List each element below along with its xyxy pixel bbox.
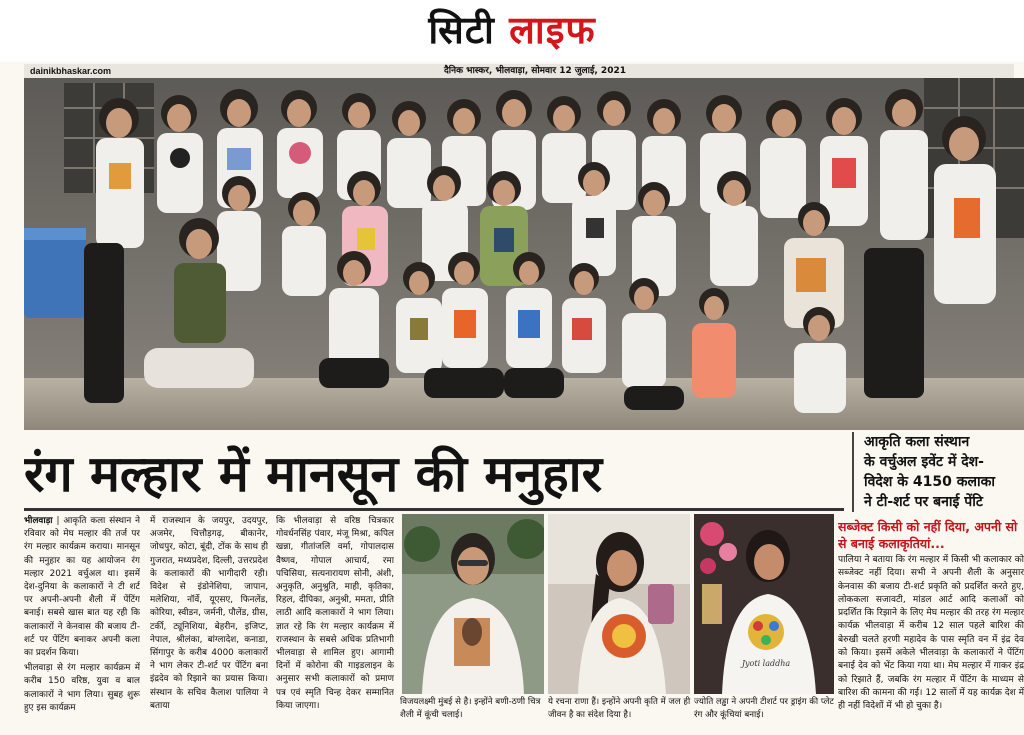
article-column-3 [276, 515, 394, 730]
article-col1-para1: आकृति कला संस्थान ने रविवार को मेघ मल्हार की तर्ज पर रंग मल्हार कार्यक्रम कराया। मानसून की मनुहार का यह आयोजन रंग मल्हार 2021 वर्चुअल था। इसमें देश-दुनिया के कलाकारों ने टी शर्ट पर अपनी-अपनी शैली में पेंटिंग बनाई। सबसे खास बात यह रही कि कलाकारों ने केनवास की बजाय टी-शर्ट पर पेंटिंग बनाकर अपनी कला का प्रदर्शन किया। [24, 516, 140, 659]
section-title-part2: लाइफ [509, 8, 596, 52]
caption-rachna-rana: ये रचना राणा हैं। इन्होंने अपनी कृति में जल ही जीवन है का संदेश दिया है। [548, 697, 691, 720]
sidebar-body: पालिया ने बताया कि रंग मल्हार में किसी भी कलाकार को सब्जेक्ट नहीं दिया। सभी ने अपनी शैली के अनुसार केनवास की बजाय टी-शर्ट प्रकृति को प्रदर्शित करते हुए, लोककला सजावटी, मांडल आर्ट आदि कलाओं को प्रदर्शित कि रिझाने के लिए मेघ मल्हार की तरह रंग मल्हार कार्यक्र भीलवाड़ा में करीब 12 साल पहले बारिश की बेरुखी चलते हरणी महादेव के पास स्मृति वन में इंद्र देव को किया। इसमें अकेले भीलवाड़ा के कलाकारों ने पेंटिंग बनाई देव को भेंट किया गया था। मेघ मल्हार में गाकर इंद्र को रिझाते हैं, जबकि रंग मल्हार में पेंटिंग के माध्यम से बारिश की कामना की गई। 12 सालों में यह कार्यक्र देश में ही नहीं विदेशों में भी हो चुका है। [838, 555, 1024, 712]
photo-rachna-rana [548, 514, 690, 694]
headline-rule [24, 508, 844, 511]
photo-jyoti-laddha-illustration [694, 514, 834, 694]
caption-jyoti-laddha: ज्योति लड्ढा ने अपनी टीशर्ट पर ड्राइंग की प्लेट रंग और कूंचियां बनाई। [694, 697, 834, 720]
article-column-1: भीलवाड़ा | आकृति कला संस्थान ने रविवार को मेघ मल्हार की तर्ज पर रंग मल्हार कार्यक्रम कराया। मानसून की मनुहार का यह आयोजन रंग मल्हार 2021 वर्चुअल था। इसमें देश-दुनिया के कलाकारों ने टी शर्ट पर अपनी-अपनी शैली में पेंटिंग बनाई। सबसे खास बात यह रही कि कलाकारों ने केनवास की बजाय टी-शर्ट पर पेंटिंग बनाकर अपनी कला का प्रदर्शन किया। भीलवाड़ा से रंग मल्हार कार्यक्रम में करीब 150 वरिष्ठ, युवा व बाल कलाकारों ने भाग लिया। सुबह शुरू हुए इस कार्यक्रम [24, 515, 140, 730]
website-label: dainikbhaskar.com [30, 66, 112, 76]
sidebar-subhead: सब्जेक्ट किसी को नहीं दिया, अपनी सो से बनाई कलाकृतियां... [838, 519, 1018, 551]
photo-rachna-rana-illustration [548, 514, 690, 694]
edition-date-label: दैनिक भास्कर, भीलवाड़ा, सोमवार 12 जुलाई, 2021 [444, 66, 626, 76]
article-col1-para2: भीलवाड़ा से रंग मल्हार कार्यक्रम में करीब 150 वरिष्ठ, युवा व बाल कलाकारों ने भाग लिया। सुबह शुरू हुए इस कार्यक्रम [24, 663, 140, 713]
group-photo [24, 78, 1024, 430]
tshirt-lettering: Jyoti laddha [741, 659, 791, 668]
sidebar-story [838, 518, 1024, 733]
section-title-part1: सिटी [428, 8, 495, 52]
article-headline: रंग मल्हार में मानसून की मनुहार [24, 445, 603, 503]
article-col2-para1: में राजस्थान के जयपुर, उदयपुर, अजमेर, चित्तौड़गढ़, बीकानेर, जोधपुर, कोटा, बूंदी, टोंक के साथ ही गुजरात, मध्यप्रदेश, दिल्ली, उत्तरप्रदेश के कलाकारों की भागीदारी रही। विदेश से इंडोनेशिया, जापान, मलेशिया, नॉर्वे, यूएसए, फिनलेंड, कोरिया, स्वीडन, जर्मनी, पौलेंड, ग्रीस, टर्की, ट्यूनिशिया, बेहरीन, इजिप्ट, नेपाल, श्रीलंका, बांग्लादेश, कनाडा, सिंगापुर के करीब 4000 कलाकारों ने भाग लेकर टी-शर्ट पर पेंटिंग बना इंद्रदेव को रिझाने का प्रयास किया। संस्थान के सचिव कैलाश पालिया ने बताया [150, 516, 268, 711]
photo-jyoti-laddha [694, 514, 834, 694]
photo-vijayalakshmi-illustration [402, 514, 544, 694]
sidebar-headline-box [852, 432, 1024, 512]
group-photo-illustration [24, 78, 1024, 430]
sidebar-headline: आकृति कला संस्थान के वर्चुअल इवेंट में देश- विदेश के 4150 कलाका ने टी-शर्ट पर बनाई पेंटि [864, 434, 995, 510]
article-dateline: भीलवाड़ा [24, 516, 53, 526]
dateline-strip [24, 64, 1014, 78]
section-title [0, 6, 1024, 54]
article-col3-para1: कि भीलवाड़ा से वरिष्ठ चित्रकार गोवर्धनसिंह पंवार, मंजू मिश्रा, कपिल खन्ना, गीतांजलि वर्मा, गोपालदास वैष्णव, गोपाल आचार्य, रमा पचिसिया, सत्यनारायण सोनी, अंशी, अनुकृति, अनुश्रुति, माही, कृतिका, रिहल, दीपिका, अनुश्री, ममता, प्रीति लाठी आदि कलाकारों ने भाग लिया। ज्ञात रहे कि रंग मल्हार कार्यक्रम में राजस्थान के सबसे अधिक प्रतिभागी भीलवाड़ा से शामिल हुए। आगामी दिनों में कोरोना की गाइडलाइन के अनुसार सभी कलाकारों को प्रमाण पत्र एवं स्मृति चिन्ह देकर सम्मानित किया जाएगा। [276, 516, 394, 711]
masthead [0, 0, 1024, 62]
photo-vijayalakshmi [402, 514, 544, 694]
article-column-2 [150, 515, 268, 730]
caption-vijayalakshmi: विजयलक्ष्मी मुंबई से है। इन्होंने बणी-ठणी चित्र शैली में कूंची चलाई। [400, 697, 541, 720]
